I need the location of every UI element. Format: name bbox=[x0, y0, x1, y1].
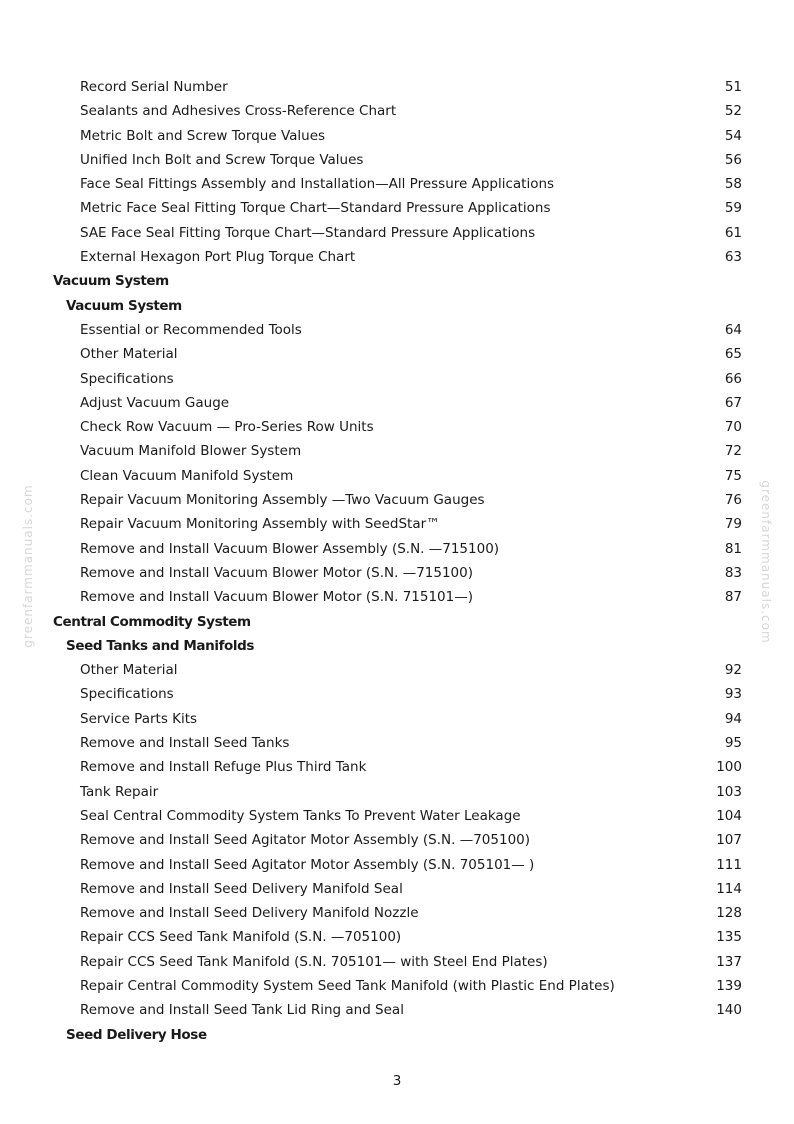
toc-entry[interactable] bbox=[0, 464, 794, 488]
toc-entry-page[interactable]: 76 bbox=[724, 492, 742, 509]
toc-entry[interactable] bbox=[0, 950, 794, 974]
toc-entry-page[interactable]: 93 bbox=[724, 686, 742, 703]
toc-entry[interactable] bbox=[0, 658, 794, 682]
toc-entry-page[interactable]: 75 bbox=[724, 467, 742, 484]
toc-section-heading[interactable] bbox=[0, 269, 794, 293]
toc-entry-page[interactable]: 67 bbox=[724, 394, 742, 411]
toc-entry-title[interactable]: Specifications bbox=[80, 686, 174, 703]
toc-entry-title[interactable]: Remove and Install Vacuum Blower Motor (S.N. —715100) bbox=[80, 564, 474, 581]
toc-entry-title[interactable]: Remove and Install Vacuum Blower Assembly (S.N. —715100) bbox=[80, 540, 500, 557]
toc-entry-title[interactable]: Repair CCS Seed Tank Manifold (S.N. —705100) bbox=[80, 929, 402, 946]
toc-entry[interactable] bbox=[0, 318, 794, 342]
toc-entry-page[interactable]: 92 bbox=[724, 662, 742, 679]
toc-entry-title[interactable]: SAE Face Seal Fitting Torque Chart—Standard Pressure Applications bbox=[80, 224, 536, 241]
toc-entry-page[interactable]: 56 bbox=[724, 151, 742, 168]
toc-entry-title[interactable]: Seal Central Commodity System Tanks To Prevent Water Leakage bbox=[80, 807, 521, 824]
toc-entry-page[interactable]: 83 bbox=[724, 564, 742, 581]
toc-entry-page[interactable]: 61 bbox=[724, 224, 742, 241]
toc-entry[interactable] bbox=[0, 585, 794, 609]
toc-entry-title[interactable]: Other Material bbox=[80, 662, 178, 679]
toc-entry[interactable] bbox=[0, 974, 794, 998]
toc-entry-title[interactable]: Repair CCS Seed Tank Manifold (S.N. 705101— with Steel End Plates) bbox=[80, 953, 548, 970]
toc-entry[interactable] bbox=[0, 148, 794, 172]
toc-entry-page[interactable]: 58 bbox=[724, 176, 742, 193]
toc-entry-title[interactable]: Face Seal Fittings Assembly and Installation—All Pressure Applications bbox=[80, 176, 555, 193]
toc-section-title[interactable]: Central Commodity System bbox=[53, 613, 251, 630]
toc-entry[interactable] bbox=[0, 901, 794, 925]
toc-entry-page[interactable]: 111 bbox=[716, 856, 742, 873]
watermark-left: greenfarmmanuals.com bbox=[21, 484, 35, 648]
toc-entry-title[interactable]: Metric Face Seal Fitting Torque Chart—Standard Pressure Applications bbox=[80, 200, 551, 217]
toc-entry-page[interactable]: 95 bbox=[724, 735, 742, 752]
toc-entry-title[interactable]: Remove and Install Vacuum Blower Motor (S.N. 715101—) bbox=[80, 589, 474, 606]
toc-entry-title[interactable]: Essential or Recommended Tools bbox=[80, 321, 302, 338]
toc-entry-title[interactable]: Unified Inch Bolt and Screw Torque Values bbox=[80, 151, 364, 168]
toc-entry-page[interactable]: 94 bbox=[724, 710, 742, 727]
toc-entry[interactable] bbox=[0, 537, 794, 561]
toc-subsection-heading[interactable] bbox=[0, 1023, 794, 1047]
toc-entry-title[interactable]: Vacuum Manifold Blower System bbox=[80, 443, 302, 460]
toc-entry[interactable] bbox=[0, 415, 794, 439]
toc-entry-title[interactable]: Other Material bbox=[80, 346, 178, 363]
toc-entry-page[interactable]: 65 bbox=[724, 346, 742, 363]
toc-entry-title[interactable]: Remove and Install Seed Delivery Manifold Seal bbox=[80, 880, 403, 897]
toc-entry[interactable] bbox=[0, 804, 794, 828]
toc-entry-title[interactable]: Repair Central Commodity System Seed Tank Manifold (with Plastic End Plates) bbox=[80, 977, 615, 994]
toc-entry-title[interactable]: Metric Bolt and Screw Torque Values bbox=[80, 127, 326, 144]
toc-entry[interactable] bbox=[0, 925, 794, 949]
toc-entry-page[interactable]: 51 bbox=[724, 79, 742, 95]
toc-entry-page[interactable]: 104 bbox=[716, 807, 742, 824]
toc-entry[interactable] bbox=[0, 488, 794, 512]
toc-entry-title[interactable]: Remove and Install Refuge Plus Third Tank bbox=[80, 759, 367, 776]
toc-entry-page[interactable]: 135 bbox=[716, 929, 742, 946]
toc-entry[interactable] bbox=[0, 439, 794, 463]
toc-entry-page[interactable]: 103 bbox=[716, 783, 742, 800]
toc-entry-page[interactable]: 87 bbox=[724, 589, 742, 606]
toc-entry-page[interactable]: 81 bbox=[724, 540, 742, 557]
toc-entry-title[interactable]: Remove and Install Seed Agitator Motor Assembly (S.N. 705101— ) bbox=[80, 856, 535, 873]
toc-entry-page[interactable]: 128 bbox=[716, 905, 742, 922]
toc-entry[interactable] bbox=[0, 512, 794, 536]
toc-entry[interactable] bbox=[0, 561, 794, 585]
toc-subsection-title[interactable]: Seed Tanks and Manifolds bbox=[66, 637, 255, 654]
toc-entry[interactable] bbox=[0, 221, 794, 245]
toc-entry-page[interactable]: 54 bbox=[724, 127, 742, 144]
toc-section-title[interactable]: Vacuum System bbox=[53, 273, 169, 290]
toc-entry-page[interactable]: 137 bbox=[716, 953, 742, 970]
toc-entry[interactable] bbox=[0, 780, 794, 804]
toc-entry[interactable] bbox=[0, 124, 794, 148]
toc-subsection-title[interactable]: Vacuum System bbox=[66, 297, 182, 314]
toc-entry[interactable] bbox=[0, 755, 794, 779]
toc-entry-title[interactable]: Remove and Install Seed Tanks bbox=[80, 735, 290, 752]
toc-entry[interactable] bbox=[0, 342, 794, 366]
toc-entry-title[interactable]: Record Serial Number bbox=[80, 79, 228, 95]
toc-entry[interactable] bbox=[0, 99, 794, 123]
toc-entry[interactable] bbox=[0, 853, 794, 877]
toc-entry-title[interactable]: Check Row Vacuum — Pro-Series Row Units bbox=[80, 419, 374, 436]
toc-entry-title[interactable]: Repair Vacuum Monitoring Assembly with SeedStar™ bbox=[80, 516, 440, 533]
toc-entry-page[interactable]: 63 bbox=[724, 249, 742, 266]
toc-entry-title[interactable]: Repair Vacuum Monitoring Assembly —Two Vacuum Gauges bbox=[80, 492, 485, 509]
toc-entry-page[interactable]: 114 bbox=[716, 880, 742, 897]
toc-entry[interactable] bbox=[0, 245, 794, 269]
toc-section-heading[interactable] bbox=[0, 610, 794, 634]
toc-entry-page[interactable]: 52 bbox=[724, 103, 742, 120]
toc-entry[interactable] bbox=[0, 707, 794, 731]
toc-entry-title[interactable]: Sealants and Adhesives Cross-Reference Chart bbox=[80, 103, 397, 120]
toc-entry-title[interactable]: Tank Repair bbox=[80, 783, 159, 800]
toc-entry[interactable] bbox=[0, 828, 794, 852]
toc-entry-title[interactable]: Specifications bbox=[80, 370, 174, 387]
toc-entry-page[interactable]: 100 bbox=[716, 759, 742, 776]
toc-entry-page[interactable]: 59 bbox=[724, 200, 742, 217]
toc-subsection-heading[interactable] bbox=[0, 634, 794, 658]
toc-entry-title[interactable]: Remove and Install Seed Tank Lid Ring and Seal bbox=[80, 1002, 404, 1019]
toc-entry[interactable] bbox=[0, 731, 794, 755]
toc-entry-title[interactable]: Clean Vacuum Manifold System bbox=[80, 467, 294, 484]
toc-entry-page[interactable]: 64 bbox=[724, 321, 742, 338]
toc-entry-page[interactable]: 66 bbox=[724, 370, 742, 387]
toc-entry[interactable] bbox=[0, 391, 794, 415]
watermark-right: greenfarmmanuals.com bbox=[759, 480, 773, 644]
toc-subsection-title[interactable]: Seed Delivery Hose bbox=[66, 1026, 207, 1043]
toc-entry[interactable] bbox=[0, 682, 794, 706]
toc-entry-page[interactable]: 107 bbox=[716, 832, 742, 849]
toc-entry[interactable] bbox=[0, 367, 794, 391]
toc-entry-page[interactable]: 79 bbox=[724, 516, 742, 533]
toc-entry-page[interactable]: 72 bbox=[724, 443, 742, 460]
toc-entry-page[interactable]: 70 bbox=[724, 419, 742, 436]
toc-entry[interactable] bbox=[0, 172, 794, 196]
toc-subsection-heading[interactable] bbox=[0, 294, 794, 318]
toc-entry-page[interactable]: 140 bbox=[716, 1002, 742, 1019]
toc-entry-title[interactable]: Service Parts Kits bbox=[80, 710, 198, 727]
toc-entry[interactable] bbox=[0, 998, 794, 1022]
toc-entry-title[interactable]: External Hexagon Port Plug Torque Chart bbox=[80, 249, 356, 266]
toc-entry-title[interactable]: Remove and Install Seed Agitator Motor Assembly (S.N. —705100) bbox=[80, 832, 531, 849]
toc-entry[interactable] bbox=[0, 877, 794, 901]
toc-entry[interactable] bbox=[0, 75, 794, 99]
toc-entry[interactable] bbox=[0, 196, 794, 220]
table-of-contents bbox=[0, 75, 794, 1047]
page-number: 3 bbox=[392, 1073, 402, 1089]
toc-entry-title[interactable]: Adjust Vacuum Gauge bbox=[80, 394, 230, 411]
toc-entry-page[interactable]: 139 bbox=[716, 977, 742, 994]
toc-entry-title[interactable]: Remove and Install Seed Delivery Manifold Nozzle bbox=[80, 905, 419, 922]
